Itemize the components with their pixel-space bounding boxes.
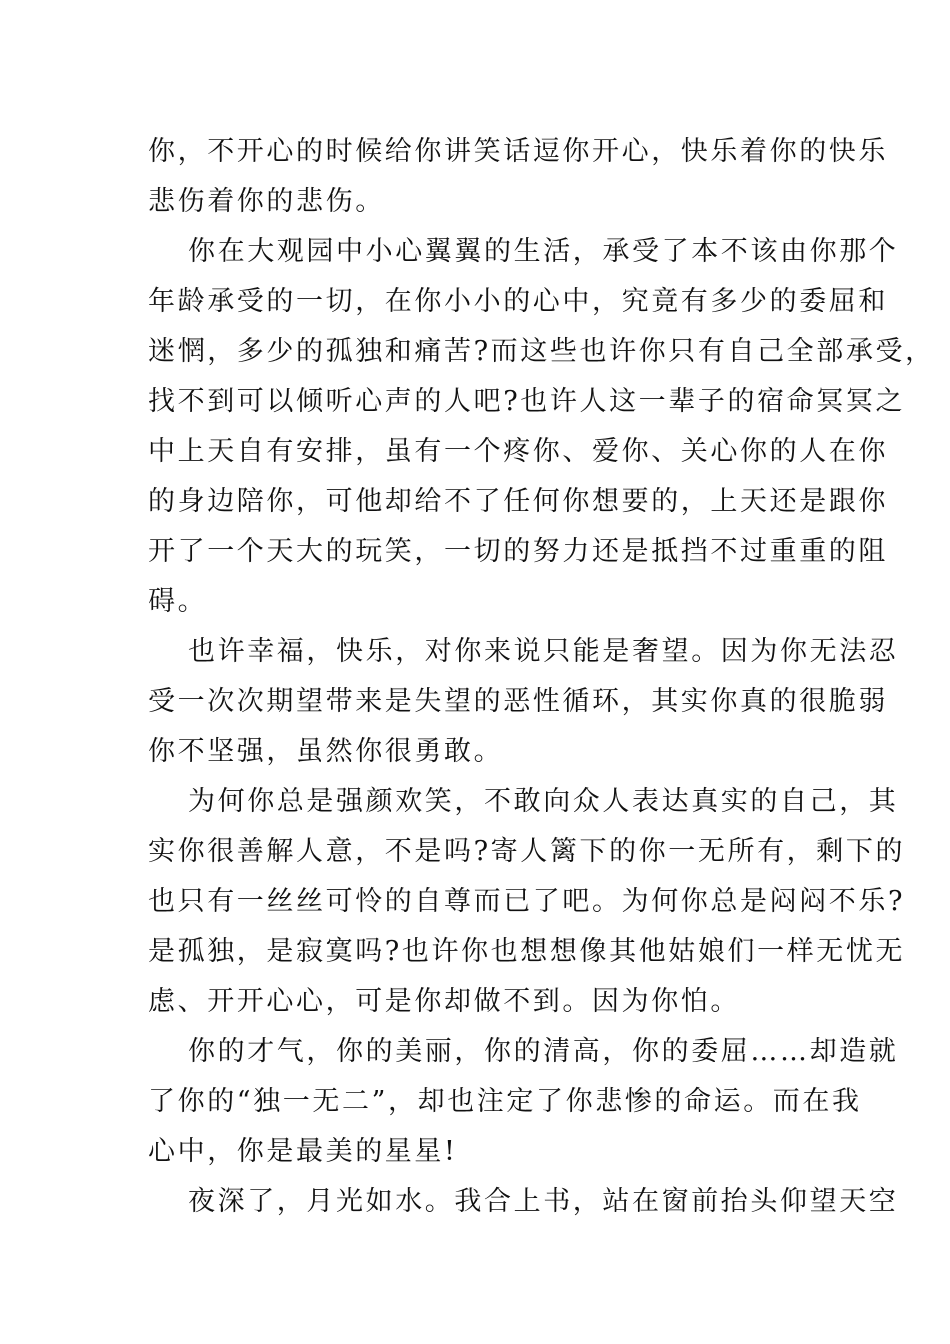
text-line: 你不坚强，虽然你很勇敢。 [148,736,504,767]
text-line: 迷惘，多少的孤独和痛苦?而这些也许你只有自己全部承受， [148,336,935,367]
text-line: 找不到可以倾听心声的人吧?也许人这一辈子的宿命冥冥之 [148,386,906,417]
paragraph-start: 为何你总是强颜欢笑，不敢向众人表达真实的自己，其 [188,786,899,817]
paragraph-start: 你在大观园中小心翼翼的生活，承受了本不该由你那个 [188,236,899,267]
text-line: 实你很善解人意，不是吗?寄人篱下的你一无所有，剩下的 [148,836,906,867]
text-line: 虑、开开心心，可是你却做不到。因为你怕。 [148,986,740,1017]
text-line: 中上天自有安排，虽有一个疼你、爱你、关心你的人在你 [148,436,888,467]
text-line: 是孤独，是寂寞吗?也许你也想想像其他姑娘们一样无忧无 [148,936,906,967]
text-line: 碍。 [148,586,208,617]
text-line: 也只有一丝丝可怜的自尊而已了吧。为何你总是闷闷不乐? [148,886,906,917]
text-line: 开了一个天大的玩笑，一切的努力还是抵挡不过重重的阻 [148,536,888,567]
text-line: 年龄承受的一切，在你小小的心中，究竟有多少的委屈和 [148,286,888,317]
text-line: 你，不开心的时候给你讲笑话逗你开心，快乐着你的快乐 [148,136,888,167]
text-line: 受一次次期望带来是失望的恶性循环，其实你真的很脆弱 [148,686,888,717]
paragraph-start: 也许幸福，快乐，对你来说只能是奢望。因为你无法忍 [188,636,899,667]
text-line: 心中，你是最美的星星! [148,1136,458,1167]
text-line: 的身边陪你，可他却给不了任何你想要的，上天还是跟你 [148,486,888,517]
text-line: 了你的“独一无二”，却也注定了你悲惨的命运。而在我 [148,1086,862,1117]
paragraph-start: 你的才气，你的美丽，你的清高，你的委屈……却造就 [188,1036,899,1067]
text-line: 悲伤着你的悲伤。 [148,186,385,217]
paragraph-start: 夜深了，月光如水。我合上书，站在窗前抬头仰望天空 [188,1186,899,1217]
